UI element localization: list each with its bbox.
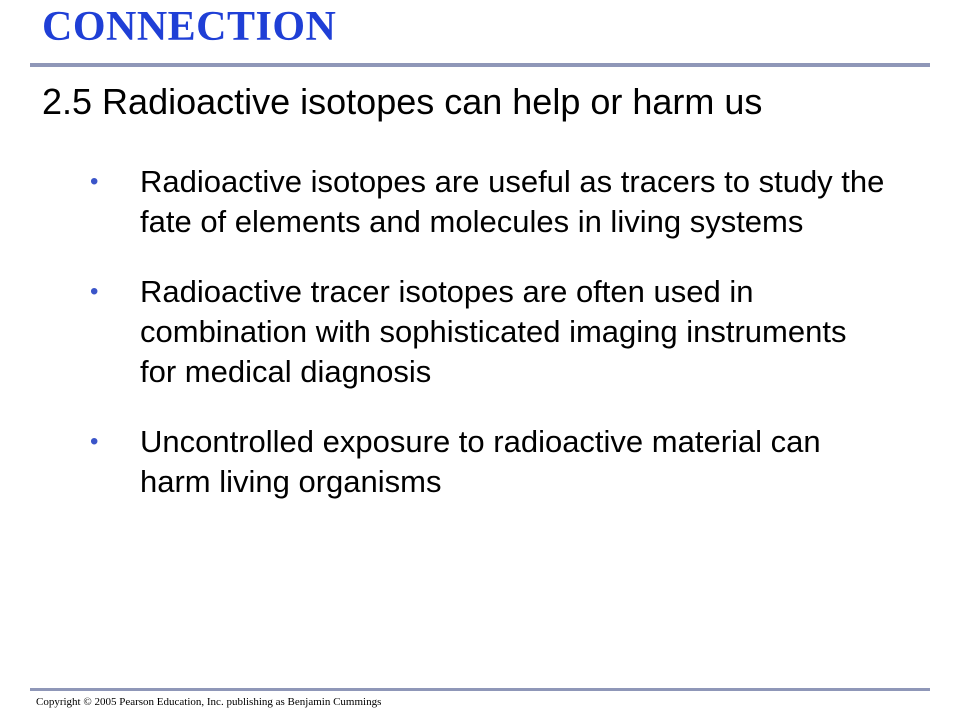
bullet-item	[90, 162, 890, 242]
bullet-dot-icon: •	[90, 168, 99, 195]
bullet-dot-icon: •	[90, 428, 99, 455]
bullet-text: Radioactive isotopes are useful as tracers to study the fate of elements and molecules in living systems	[140, 164, 885, 239]
bullet-list	[90, 162, 890, 532]
bullet-item	[90, 272, 890, 392]
bullet-item	[90, 422, 890, 502]
top-divider	[30, 63, 930, 67]
bullet-text: Radioactive tracer isotopes are often used in combination with sophisticated imaging instruments for medical diagnosis	[140, 274, 847, 389]
slide-title: 2.5 Radioactive isotopes can help or harm us	[42, 81, 763, 122]
bullet-dot-icon: •	[90, 278, 99, 305]
bullet-text: Uncontrolled exposure to radioactive material can harm living organisms	[140, 424, 821, 499]
bottom-divider	[30, 688, 930, 691]
copyright-text: Copyright © 2005 Pearson Education, Inc. publishing as Benjamin Cummings	[36, 696, 382, 708]
section-label: CONNECTION	[42, 4, 337, 50]
